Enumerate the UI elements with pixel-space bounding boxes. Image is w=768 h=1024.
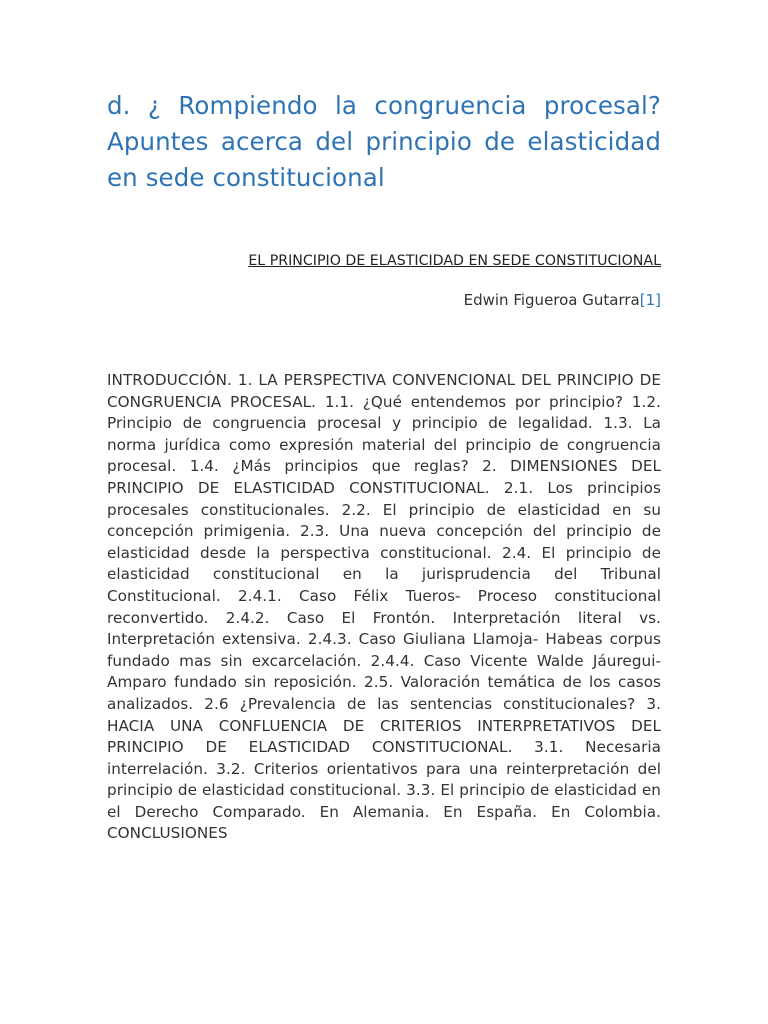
author-line <box>107 289 661 311</box>
table-of-contents-paragraph: INTRODUCCIÓN. 1. LA PERSPECTIVA CONVENCIONAL DEL PRINCIPIO DE CONGRUENCIA PROCESAL. 1.1. ¿Qué entendemos por principio? 1.2. Principio de congruencia procesal y principio de legalidad. 1.3. La norma jurídica como expresión material del principio de congruencia procesal. 1.4. ¿Más principios que reglas? 2. DIMENSIONES DEL PRINCIPIO DE ELASTICIDAD CONSTITUCIONAL. 2.1. Los principios procesales constitucionales. 2.2. El principio de elasticidad en su concepción primigenia. 2.3. Una nueva concepción del principio de elasticidad desde la perspectiva constitucional. 2.4. El principio de elasticidad constitucional en la jurisprudencia del Tribunal Constitucional. 2.4.1. Caso Félix Tueros- Proceso constitucional reconvertido. 2.4.2. Caso El Frontón. Interpretación literal vs. Interpretación extensiva. 2.4.3. Caso Giuliana Llamoja- Habeas corpus fundado mas sin excarcelación. 2.4.4. Caso Vicente Walde Jáuregui- Amparo fundado sin reposición. 2.5. Valoración temática de los casos analizados. 2.6 ¿Prevalencia de las sentencias constitucionales? 3. HACIA UNA CONFLUENCIA DE CRITERIOS INTERPRETATIVOS DEL PRINCIPIO DE ELASTICIDAD CONSTITUCIONAL. 3.1. Necesaria interrelación. 3.2. Criterios orientativos para una reinterpretación del principio de elasticidad constitucional. 3.3. El principio de elasticidad en el Derecho Comparado. En Alemania. En España. En Colombia. CONCLUSIONES <box>107 371 661 843</box>
document-title: d. ¿ Rompiendo la congruencia procesal? Apuntes acerca del principio de elasticidad en sede constitucional <box>107 91 661 192</box>
author-name: Edwin Figueroa Gutarra <box>463 291 640 309</box>
section-heading: EL PRINCIPIO DE ELASTICIDAD EN SEDE CONSTITUCIONAL <box>248 253 661 269</box>
footnote-link[interactable]: [1] <box>639 291 661 309</box>
